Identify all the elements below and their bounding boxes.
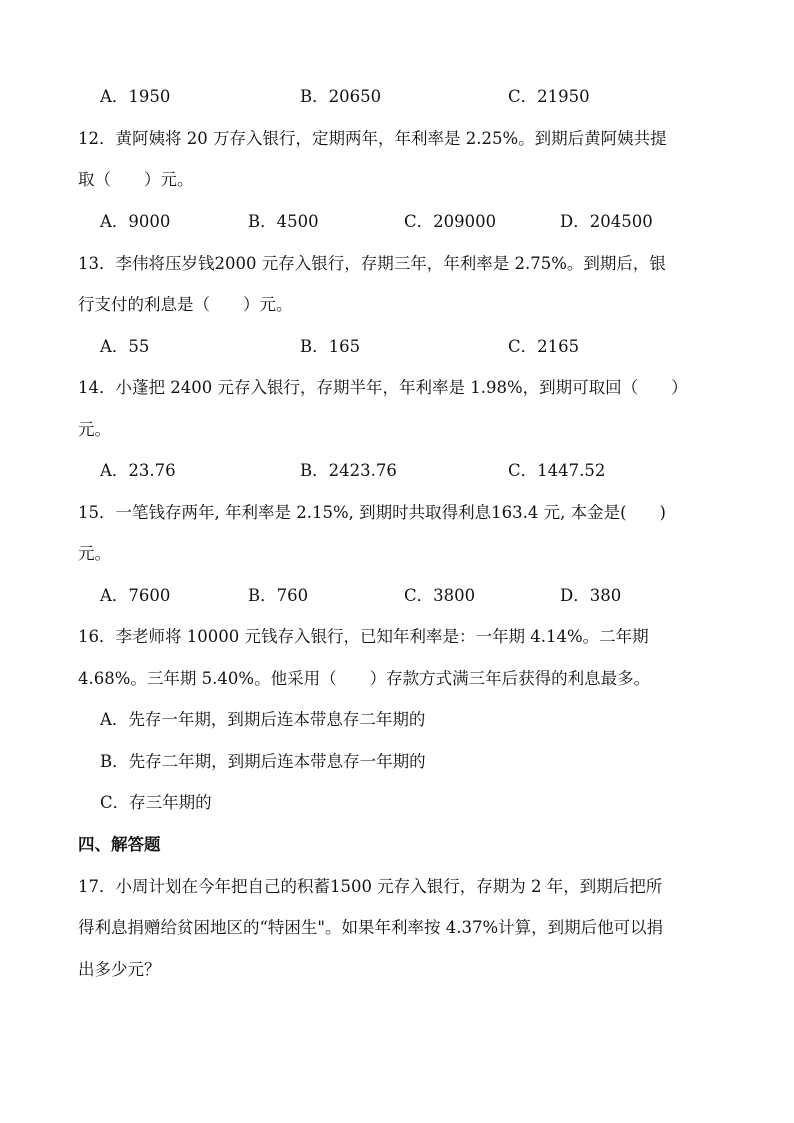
q12-stem-line1: 12．黄阿姨将 20 万存入银行，定期两年，年利率是 2.25%。到期后黄阿姨共提 [78,129,667,148]
q12-option-b: B．4500 [248,212,319,231]
q12-option-a: A．9000 [100,212,171,231]
q13-stem-line1: 13．李伟将压岁钱2000 元存入银行，存期三年，年利率是 2.75%。到期后，银 [78,254,666,273]
q12-option-d: D．204500 [560,212,653,231]
q16-stem-line1: 16．李老师将 10000 元钱存入银行，已知年利率是：一年期 4.14%。二年期 [78,627,649,646]
q15-stem-line1: 15．一笔钱存两年, 年利率是 2.15%, 到期时共取得利息163.4 元, 本金是( ) [78,503,666,522]
q17-stem-line2: 得利息捐赠给贫困地区的“特困生"。如果年利率按 4.37%计算，到期后他可以捐 [78,918,664,937]
q13-stem-line2: 行支付的利息是（ ）元。 [78,295,293,314]
q15-option-b: B．760 [248,586,309,605]
q17-stem-line3: 出多少元？ [78,960,161,979]
q16-option-b: B．先存二年期，到期后连本带息存一年期的 [100,752,426,771]
q16-stem-line2: 4.68%。三年期 5.40%。他采用（ ）存款方式满三年后获得的利息最多。 [78,669,651,688]
q14-option-c: C．1447.52 [508,461,606,480]
q13-option-c: C．2165 [508,337,580,356]
q14-stem-line1: 14．小蓬把 2400 元存入银行，存期半年，年利率是 1.98%，到期可取回（ ） [78,378,688,397]
q14-stem-line2: 元。 [78,420,111,439]
q17-stem-line1: 17．小周计划在今年把自己的积蓄1500 元存入银行，存期为 2 年，到期后把所 [78,877,663,896]
q15-stem-line2: 元。 [78,544,111,563]
q14-option-a: A．23.76 [100,461,176,480]
q11-option-a: A．1950 [100,87,171,106]
q16-option-c: C．存三年期的 [100,793,212,812]
section-heading-answer-questions: 四、解答题 [78,835,161,854]
q15-option-d: D．380 [560,586,622,605]
q15-option-a: A．7600 [100,586,171,605]
q11-option-c: C．21950 [508,87,590,106]
q13-option-b: B．165 [300,337,361,356]
q11-option-b: B．20650 [300,87,382,106]
q14-option-b: B．2423.76 [300,461,397,480]
q12-option-c: C．209000 [404,212,497,231]
q16-option-a: A．先存一年期，到期后连本带息存二年期的 [100,710,426,729]
q15-option-c: C．3800 [404,586,476,605]
q12-stem-line2: 取（ ）元。 [78,170,194,189]
q13-option-a: A．55 [100,337,150,356]
